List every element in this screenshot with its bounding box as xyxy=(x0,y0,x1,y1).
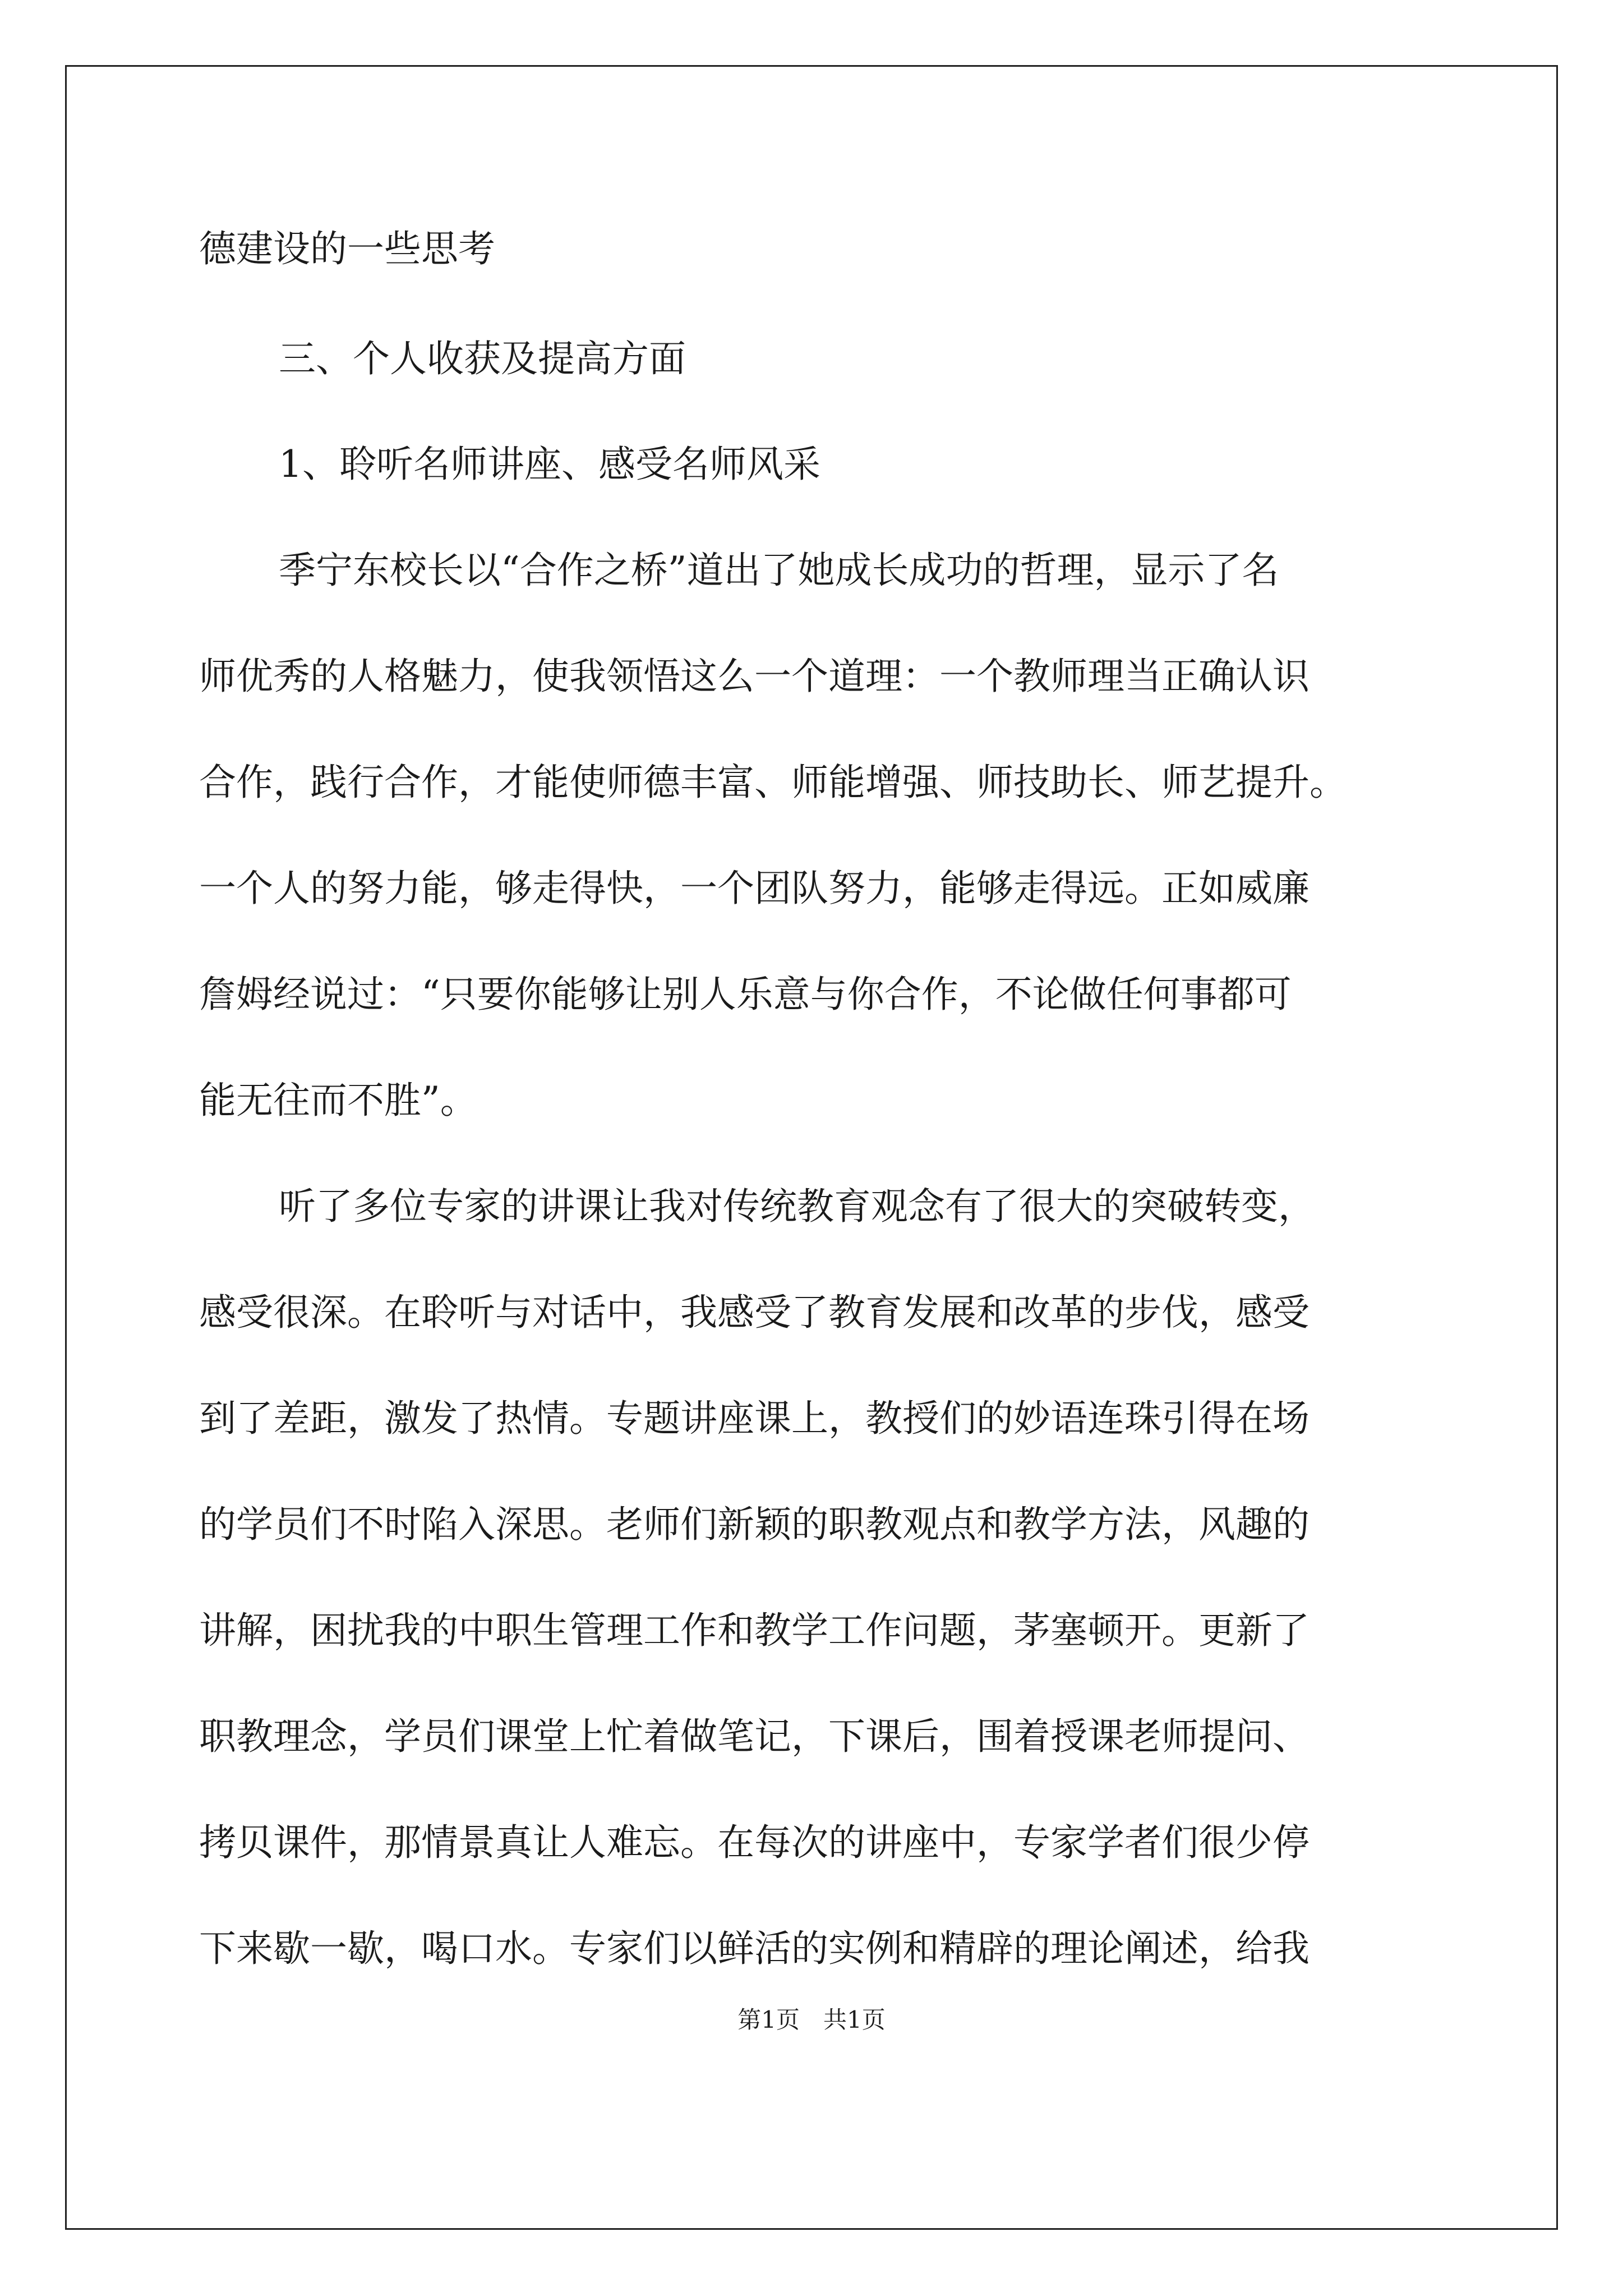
paragraph-line: 一个人的努力能，够走得快，一个团队努力，能够走得远。正如威廉 xyxy=(199,867,1310,910)
paragraph-line: 的学员们不时陷入深思。老师们新颖的职教观点和教学方法，风趣的 xyxy=(199,1503,1310,1546)
paragraph-line: 能无往而不胜”。 xyxy=(199,1079,477,1122)
subsection-heading: 1、聆听名师讲座、感受名师风采 xyxy=(279,443,820,486)
paragraph-line: 到了差距，激发了热情。专题讲座课上，教授们的妙语连珠引得在场 xyxy=(199,1397,1310,1440)
paragraph-line: 听了多位专家的讲课让我对传统教育观念有了很大的突破转变， xyxy=(279,1185,1315,1228)
paragraph-line: 下来歇一歇，喝口水。专家们以鲜活的实例和精辟的理论阐述，给我 xyxy=(199,1927,1310,1970)
paragraph-line: 讲解，困扰我的中职生管理工作和教学工作问题，茅塞顿开。更新了 xyxy=(199,1609,1310,1652)
paragraph-line: 季宁东校长以“合作之桥”道出了她成长成功的哲理，显示了名 xyxy=(279,549,1279,592)
paragraph-line: 詹姆经说过：“只要你能够让别人乐意与你合作，不论做任何事都可 xyxy=(199,973,1292,1016)
paragraph-line: 感受很深。在聆听与对话中，我感受了教育发展和改革的步伐，感受 xyxy=(199,1291,1310,1334)
text-line: 德建设的一些思考 xyxy=(199,227,495,270)
page-frame xyxy=(65,65,1558,2230)
section-heading: 三、个人收获及提高方面 xyxy=(279,337,686,380)
page-number-footer: 第1页 共1页 xyxy=(737,2006,886,2033)
paragraph-line: 师优秀的人格魅力，使我领悟这么一个道理：一个教师理当正确认识 xyxy=(199,655,1310,698)
paragraph-line: 拷贝课件，那情景真让人难忘。在每次的讲座中，专家学者们很少停 xyxy=(199,1821,1310,1864)
paragraph-line: 合作，践行合作，才能使师德丰富、师能增强、师技助长、师艺提升。 xyxy=(199,761,1347,804)
paragraph-line: 职教理念，学员们课堂上忙着做笔记，下课后，围着授课老师提问、 xyxy=(199,1715,1310,1758)
